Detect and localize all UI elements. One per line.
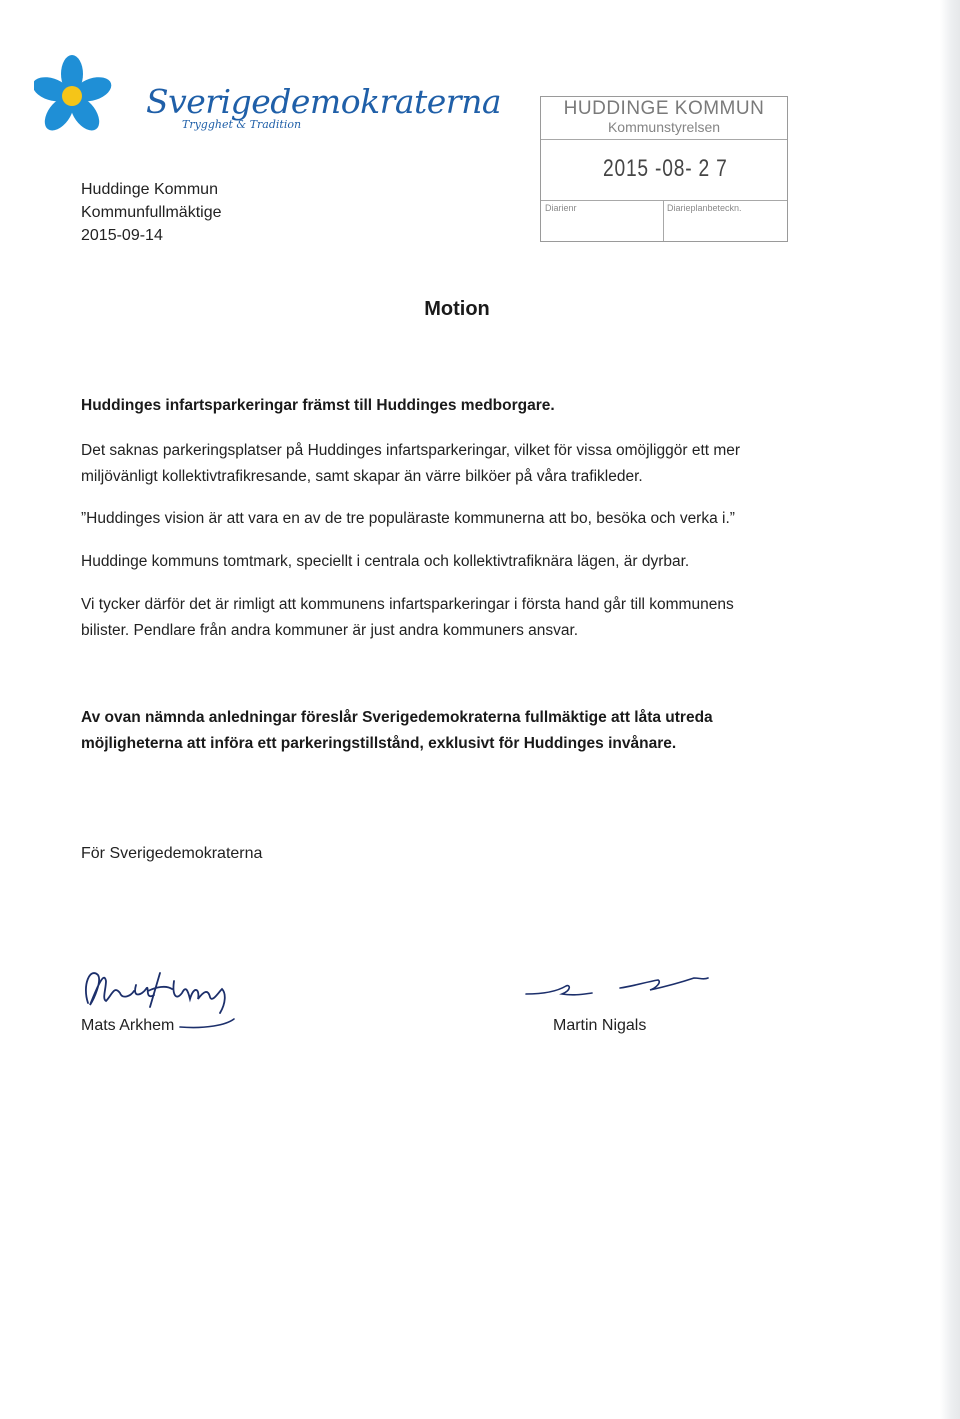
signatory-name-2: Martin Nigals xyxy=(553,1017,647,1034)
document-title: Motion xyxy=(424,298,490,320)
recipient-council: Kommunfullmäktige xyxy=(81,204,222,221)
proposal xyxy=(81,705,713,757)
scan-edge-shadow xyxy=(940,0,960,1419)
paragraph-4 xyxy=(81,592,734,644)
stamp-label-diarieplan: Diarieplanbeteckn. xyxy=(667,203,742,213)
document-date: 2015-09-14 xyxy=(81,227,163,244)
paragraph-line: miljövänligt kollektivtrafikresande, samt skapar än värre bilköer på våra trafikleder. xyxy=(81,468,643,485)
recipient-block xyxy=(81,178,222,247)
received-stamp xyxy=(540,96,788,242)
paragraph-line: Vi tycker därför det är rimligt att kommunens infartsparkeringar i första hand går till kommunens xyxy=(81,596,734,613)
signatory-name-1: Mats Arkhem xyxy=(81,1017,175,1034)
stamp-label-diarienr: Diarienr xyxy=(545,203,577,213)
motion-heading: Huddinges infartsparkeringar främst till Huddinges medborgare. xyxy=(81,397,555,414)
paragraph-line: Det saknas parkeringsplatser på Huddinges infartsparkeringar, vilket för vissa omöjliggör ett mer xyxy=(81,442,741,459)
stamp-org: HUDDINGE KOMMUN xyxy=(563,98,765,119)
recipient-municipality: Huddinge Kommun xyxy=(81,181,218,198)
stamp-department: Kommunstyrelsen xyxy=(607,119,721,135)
paragraph-line: bilister. Pendlare från andra kommuner är just andra kommuners ansvar. xyxy=(81,622,579,639)
proposal-line: Av ovan nämnda anledningar föreslår Sverigedemokraterna fullmäktige att låta utreda xyxy=(81,709,713,726)
paragraph-1 xyxy=(81,438,740,490)
signature-martin-nigals xyxy=(522,968,722,1008)
logo-wordmark: Sverigedemokraterna xyxy=(146,82,502,121)
logo-tagline: Trygghet & Tradition xyxy=(182,118,302,131)
flower-icon xyxy=(34,52,144,142)
stamp-divider xyxy=(541,200,787,201)
proposal-line: möjligheterna att införa ett parkeringstillstånd, exklusivt för Huddinges invånare. xyxy=(81,735,677,752)
paragraph-2: ”Huddinges vision är att vara en av de tre populäraste kommunerna att bo, besöka och verka i.” xyxy=(81,510,735,527)
stamp-divider xyxy=(663,200,664,241)
stamp-date: 2015 -08- 2 7 xyxy=(603,155,728,182)
party-logo xyxy=(34,52,502,142)
stamp-divider xyxy=(541,139,787,140)
signoff: För Sverigedemokraterna xyxy=(81,845,263,862)
paragraph-3: Huddinge kommuns tomtmark, speciellt i centrala och kollektivtrafiknära lägen, är dyrbar. xyxy=(81,553,690,570)
